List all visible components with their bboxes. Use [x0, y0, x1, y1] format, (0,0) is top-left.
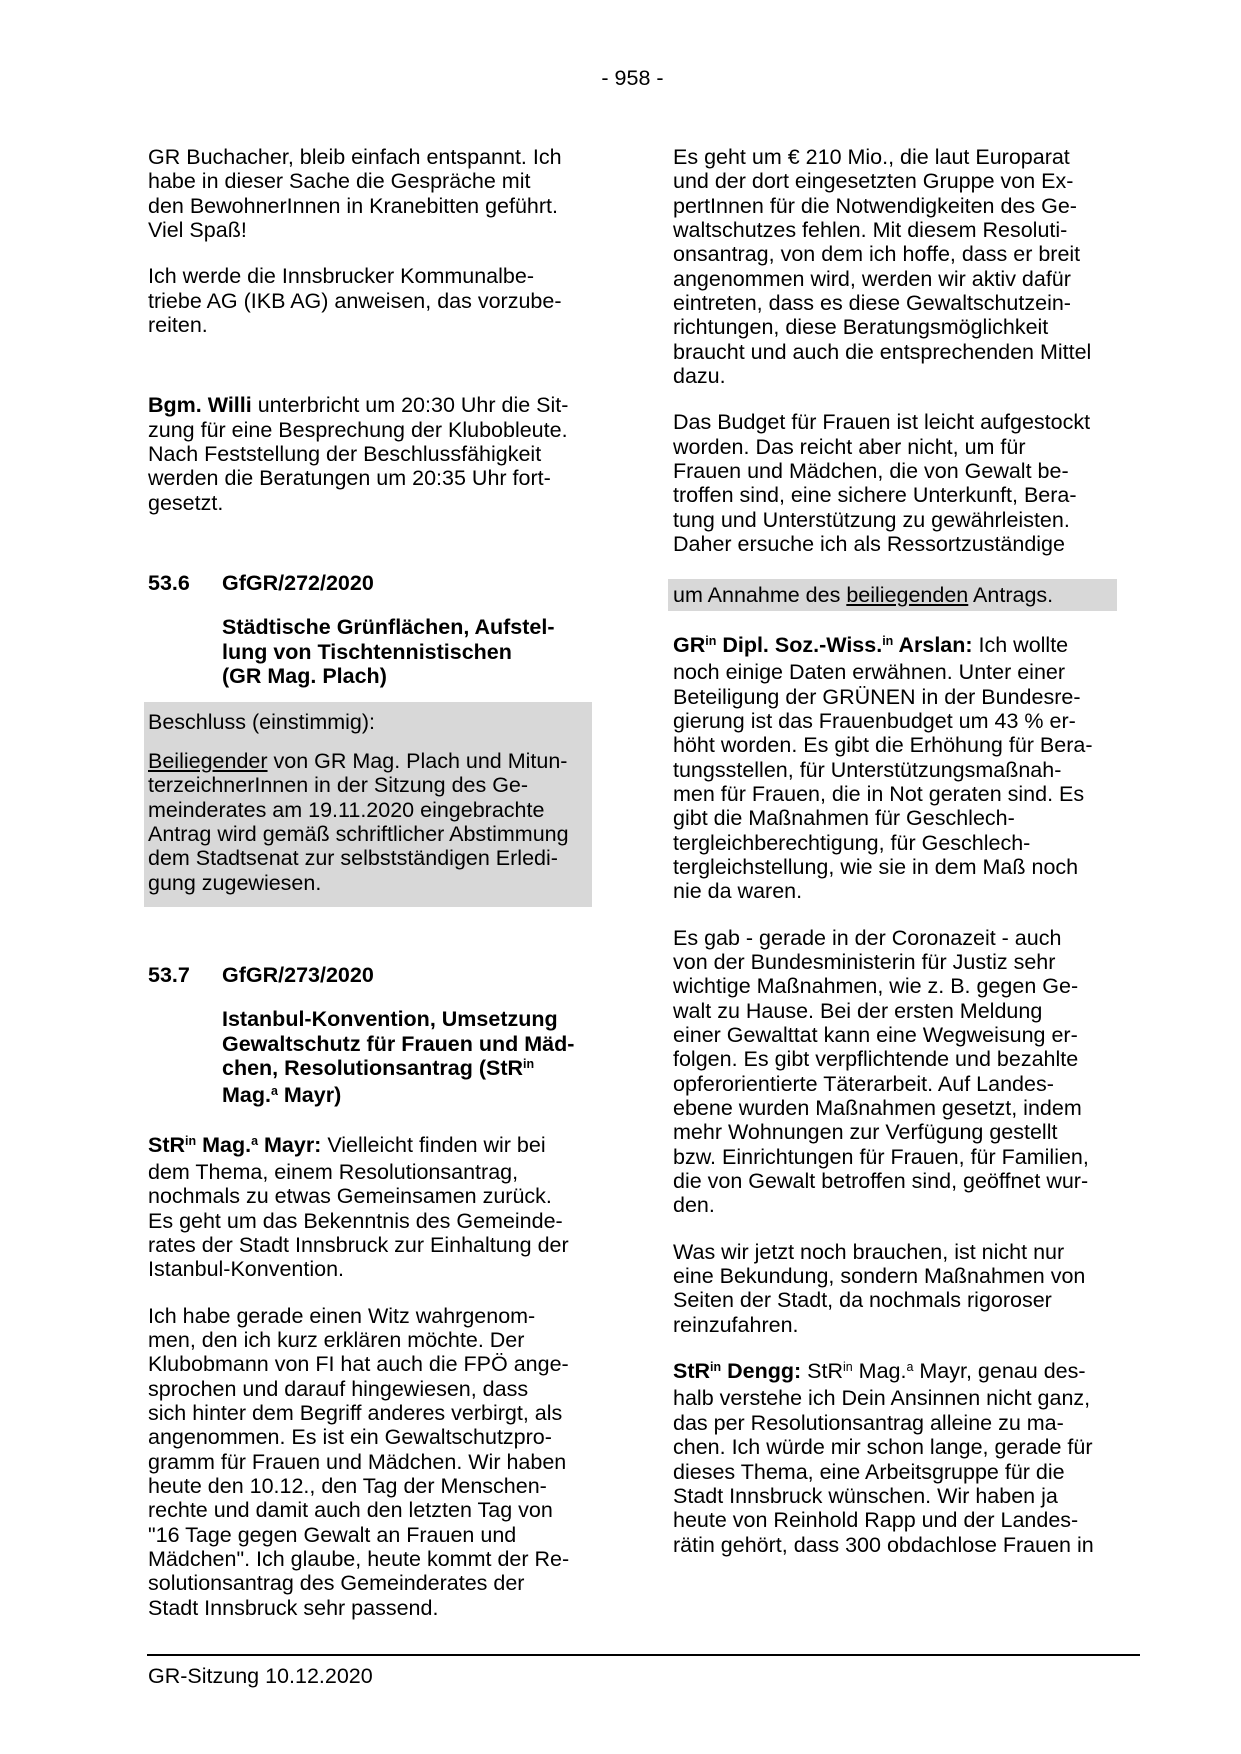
- text-line: bzw. Einrichtungen für Frauen, für Familien,: [673, 1144, 1089, 1169]
- text-line: reinzufahren.: [673, 1312, 799, 1337]
- text-line: StR$^{in}$ Mag.$^a$ Mayr: Vielleicht finden wir bei: [148, 1132, 546, 1157]
- text-line: "16 Tage gegen Gewalt an Frauen und: [148, 1522, 517, 1547]
- text-line: nie da waren.: [673, 879, 803, 904]
- speaker-paragraph: [673, 1359, 1117, 1557]
- agenda-item-header: [148, 571, 592, 595]
- text-line: Was wir jetzt noch brauchen, ist nicht nur: [673, 1239, 1065, 1264]
- text-line: um Annahme des beiliegenden Antrags.: [673, 582, 1054, 607]
- speaker-name-segment: Mayr:: [258, 1132, 322, 1157]
- text-line: worden. Das reicht aber nicht, um für: [673, 434, 1026, 459]
- speaker-name-segment: in: [882, 634, 894, 648]
- text-line: und der dort eingesetzten Gruppe von Ex-: [673, 169, 1074, 194]
- speaker-name-segment: in: [185, 1133, 197, 1148]
- text-line: dem Stadtsenat zur selbstständigen Erledi-: [148, 846, 558, 871]
- text-line: gibt die Maßnahmen für Geschlech-: [673, 806, 1015, 831]
- paragraph: [148, 264, 592, 337]
- agenda-item-number: 53.7: [148, 962, 190, 987]
- text-line: troffen sind, eine sichere Unterkunft, Bera-: [673, 483, 1077, 508]
- text-line: eine Bekundung, sondern Maßnahmen von: [673, 1264, 1086, 1289]
- text-line: Istanbul-Konvention, Umsetzung: [222, 1007, 558, 1032]
- paragraph: [673, 410, 1117, 556]
- text-line: Das Budget für Frauen ist leicht aufgestockt: [673, 410, 1091, 435]
- text-line: werden die Beratungen um 20:35 Uhr fort-: [148, 466, 551, 491]
- text-line: gesetzt.: [148, 490, 224, 515]
- text-line: Daher ersuche ich als Ressortzuständige: [673, 532, 1065, 557]
- text-line: halb verstehe ich Dein Ansinnen nicht ganz,: [673, 1386, 1091, 1411]
- decision-block: [144, 702, 592, 907]
- speaker-name-segment: GR: [673, 632, 706, 657]
- agenda-item: [148, 571, 592, 688]
- speaker-name-segment: StR: [673, 1359, 711, 1384]
- text-line: solutionsantrag des Gemeinderates der: [148, 1571, 525, 1596]
- speaker-name-segment: StR: [148, 1132, 186, 1157]
- paragraph: [673, 926, 1117, 1218]
- text-line: nochmals zu etwas Gemeinsamen zurück.: [148, 1184, 552, 1209]
- superscript-text: in: [842, 1360, 853, 1375]
- text-line: $GR^{in}$ Dipl. Soz.-Wiss.$^{in}$ Arslan: Ich wollte: [673, 632, 1069, 657]
- speaker-paragraph: [148, 393, 592, 515]
- text-line: pertInnen für die Notwendigkeiten des Ge-: [673, 193, 1077, 218]
- text-line: tergleichberechtigung, für Geschlech-: [673, 830, 1031, 855]
- text-line: den BewohnerInnen in Kranebitten geführt.: [148, 193, 558, 218]
- underlined-text: beiliegenden: [846, 582, 969, 607]
- left-column: [148, 145, 592, 1620]
- text-line: men für Frauen, die in Not geraten sind. Es: [673, 781, 1085, 806]
- text-line: Seiten der Stadt, da nochmals rigoroser: [673, 1288, 1052, 1313]
- text-line: wichtige Maßnahmen, wie z. B. gegen Ge-: [673, 974, 1079, 999]
- text-line: angenommen. Es ist ein Gewaltschutzpro-: [148, 1425, 552, 1450]
- text-line: rates der Stadt Innsbruck zur Einhaltung der: [148, 1233, 569, 1257]
- text-line: zung für eine Besprechung der Klubobleute.: [148, 417, 568, 442]
- text-line: lung von Tischtennistischen: [222, 639, 512, 664]
- agenda-item-title: [222, 1007, 592, 1110]
- text-line: den.: [673, 1193, 715, 1218]
- text-line: walt zu Hause. Bei der ersten Meldung: [673, 998, 1043, 1023]
- text-line: gramm für Frauen und Mädchen. Wir haben: [148, 1449, 567, 1474]
- text-line: Stadt Innsbruck wünschen. Wir haben ja: [673, 1483, 1058, 1508]
- text-line: rätin gehört, dass 300 obdachlose Frauen in: [673, 1532, 1094, 1557]
- text-line: Es geht um € 210 Mio., die laut Europarat: [673, 145, 1070, 169]
- text-line: eintreten, dass es diese Gewaltschutzein-: [673, 291, 1071, 316]
- underlined-text: Beiliegender: [148, 748, 268, 773]
- speaker-name-segment: Dengg:: [721, 1359, 802, 1384]
- text-line: mehr Wohnungen zur Verfügung gestellt: [673, 1120, 1058, 1145]
- text-line: gierung ist das Frauenbudget um 43 % er-: [673, 708, 1076, 733]
- text-line: Antrag wird gemäß schriftlicher Abstimmung: [148, 821, 569, 846]
- text-line: sich hinter dem Begriff anderes verbirgt, als: [148, 1401, 563, 1426]
- superscript-text: in: [523, 1057, 535, 1072]
- text-line: Stadt Innsbruck sehr passend.: [148, 1595, 439, 1620]
- speaker-name-segment: Arslan:: [893, 632, 973, 657]
- text-line: noch einige Daten erwähnen. Unter einer: [673, 660, 1066, 685]
- text-line: Mädchen". Ich glaube, heute kommt der Re-: [148, 1547, 570, 1572]
- speaker-name-segment: Mag.: [196, 1132, 252, 1157]
- text-line: heute von Reinhold Rapp und der Landes-: [673, 1508, 1079, 1533]
- footer-text: GR-Sitzung 10.12.2020: [148, 1664, 373, 1688]
- footer-divider: [147, 1654, 1140, 1656]
- text-line: die von Gewalt betroffen sind, geöffnet wur-: [673, 1169, 1089, 1194]
- text-line: opferorientierte Täterarbeit. Auf Landes-: [673, 1071, 1054, 1096]
- text-line: Beteiligung der GRÜNEN in der Bundesre-: [673, 684, 1081, 709]
- text-line: Nach Feststellung der Beschlussfähigkeit: [148, 442, 542, 467]
- text-line: rechte und damit auch den letzten Tag von: [148, 1498, 553, 1523]
- text-line: angenommen wird, werden wir aktiv dafür: [673, 266, 1071, 291]
- page-number: - 958 -: [601, 66, 664, 90]
- text-line: richtungen, diese Beratungsmöglichkeit: [673, 315, 1049, 340]
- text-line: (GR Mag. Plach): [222, 664, 387, 689]
- text-line: braucht und auch die entsprechenden Mittel: [673, 339, 1092, 364]
- speaker-name-segment: Dipl. Soz.-Wiss.: [716, 632, 883, 657]
- right-column: [673, 145, 1117, 1620]
- text-line: terzeichnerInnen in der Sitzung des Ge-: [148, 773, 529, 798]
- text-line: einer Gewalttat kann eine Wegweisung er-: [673, 1023, 1078, 1047]
- text-line: Viel Spaß!: [148, 218, 247, 243]
- text-line: dieses Thema, eine Arbeitsgruppe für die: [673, 1459, 1065, 1484]
- decision-paragraph: [148, 749, 592, 895]
- speaker-paragraph: [673, 633, 1117, 904]
- agenda-item: [148, 963, 592, 1111]
- text-line: folgen. Es gibt verpflichtende und bezahlte: [673, 1047, 1079, 1072]
- text-line: tungsstellen, für Unterstützungsmaßnah-: [673, 757, 1062, 782]
- text-line: StR$^{in}$ Dengg: StR$^{in}$ Mag.$^a$ Mayr, genau des-: [673, 1359, 1086, 1384]
- paragraph: [148, 1304, 592, 1620]
- text-line: Istanbul-Konvention.: [148, 1257, 345, 1282]
- text-line: Beschluss (einstimmig):: [148, 709, 375, 734]
- superscript-text: a: [906, 1360, 914, 1375]
- text-line: reiten.: [148, 313, 208, 338]
- text-line: onsantrag, von dem ich hoffe, dass er breit: [673, 242, 1081, 267]
- text-line: Es geht um das Bekenntnis des Gemeinde-: [148, 1208, 563, 1233]
- text-line: chen. Ich würde mir schon lange, gerade für: [673, 1435, 1093, 1460]
- agenda-item-title: [222, 615, 592, 688]
- text-line: Ich habe gerade einen Witz wahrgenom-: [148, 1303, 536, 1328]
- speaker-name-segment: in: [705, 634, 717, 648]
- text-line: höht worden. Es gibt die Erhöhung für Bera-: [673, 733, 1093, 758]
- agenda-item-header: [148, 963, 592, 987]
- text-line: Städtische Grünflächen, Aufstel-: [222, 615, 555, 640]
- agenda-item-reference: GfGR/272/2020: [222, 571, 374, 596]
- text-line: Frauen und Mädchen, die von Gewalt be-: [673, 459, 1069, 484]
- speaker-name-segment: in: [710, 1360, 722, 1375]
- speaker-paragraph: [148, 1133, 592, 1282]
- decision-paragraph: [148, 710, 592, 734]
- text-line: von der Bundesministerin für Justiz sehr: [673, 949, 1056, 974]
- speaker-name-segment: a: [251, 1133, 259, 1148]
- text-line: Bgm. Willi unterbricht um 20:30 Uhr die Sit-: [148, 393, 569, 418]
- text-columns: [148, 145, 1117, 1620]
- text-line: Mag.$^a$ Mayr): [222, 1083, 342, 1108]
- text-line: tergleichstellung, wie sie in dem Maß noch: [673, 854, 1079, 879]
- speaker-name-segment: Bgm. Willi: [148, 393, 252, 418]
- highlighted-line: [668, 579, 1117, 611]
- agenda-item-reference: GfGR/273/2020: [222, 962, 374, 987]
- text-line: Ich werde die Innsbrucker Kommunalbe-: [148, 264, 534, 289]
- paragraph: [148, 145, 592, 242]
- text-line: ebene wurden Maßnahmen gesetzt, indem: [673, 1096, 1082, 1121]
- text-line: Gewaltschutz für Frauen und Mäd-: [222, 1031, 575, 1056]
- text-line: dem Thema, einem Resolutionsantrag,: [148, 1159, 519, 1184]
- paragraph: [673, 1240, 1117, 1337]
- text-line: waltschutzes fehlen. Mit diesem Resoluti-: [673, 218, 1068, 243]
- text-line: habe in dieser Sache die Gespräche mit: [148, 169, 531, 194]
- text-line: meinderates am 19.11.2020 eingebrachte: [148, 797, 545, 822]
- text-line: tung und Unterstützung zu gewährleisten.: [673, 507, 1070, 532]
- text-line: Es gab - gerade in der Coronazeit - auch: [673, 925, 1062, 950]
- text-line: men, den ich kurz erklären möchte. Der: [148, 1328, 525, 1353]
- text-line: heute den 10.12., den Tag der Menschen-: [148, 1474, 547, 1499]
- text-line: GR Buchacher, bleib einfach entspannt. Ich: [148, 145, 562, 169]
- text-line: chen, Resolutionsantrag (StR$^{in}$: [222, 1055, 535, 1080]
- text-line: Klubobmann von FI hat auch die FPÖ ange-: [148, 1352, 569, 1377]
- text-line: triebe AG (IKB AG) anweisen, das vorzube-: [148, 288, 562, 313]
- text-line: das per Resolutionsantrag alleine zu ma-: [673, 1410, 1064, 1435]
- text-line: gung zugewiesen.: [148, 870, 322, 895]
- text-line: Beiliegender von GR Mag. Plach und Mitun-: [148, 748, 568, 773]
- paragraph: [673, 145, 1117, 388]
- text-line: dazu.: [673, 364, 726, 389]
- text-line: sprochen und darauf hingewiesen, dass: [148, 1376, 529, 1401]
- superscript-text: a: [270, 1084, 278, 1099]
- agenda-item-number: 53.6: [148, 571, 190, 596]
